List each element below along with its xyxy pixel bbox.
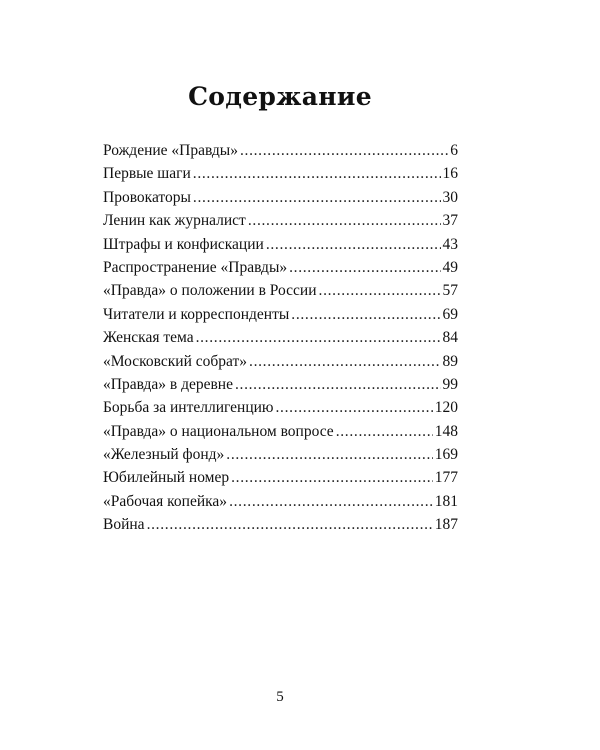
toc-entry xyxy=(103,396,458,419)
toc-entry xyxy=(103,420,458,443)
toc-entry-page: 89 xyxy=(442,352,458,370)
toc-entry-page: 169 xyxy=(434,446,458,464)
toc-dot-leader xyxy=(240,139,448,162)
toc-entry-title: Война xyxy=(103,516,145,534)
toc-entry-page: 43 xyxy=(442,235,458,253)
toc-entry xyxy=(103,350,458,373)
toc-entry-title: Женская тема xyxy=(103,329,194,347)
toc-entry-page: 57 xyxy=(442,282,458,300)
toc-dot-leader xyxy=(319,279,441,302)
table-of-contents xyxy=(103,139,458,537)
toc-entry-page: 69 xyxy=(442,305,458,323)
toc-entry xyxy=(103,139,458,162)
page-number: 5 xyxy=(276,689,284,705)
toc-entry xyxy=(103,256,458,279)
toc-entry-title: Распространение «Правды» xyxy=(103,258,288,276)
toc-dot-leader xyxy=(235,373,441,396)
toc-dot-leader xyxy=(248,209,441,232)
page-title: Содержание xyxy=(188,82,372,111)
toc-entry xyxy=(103,209,458,232)
toc-entry-page: 177 xyxy=(434,469,458,487)
toc-entry xyxy=(103,490,458,513)
toc-entry xyxy=(103,279,458,302)
toc-entry xyxy=(103,443,458,466)
toc-entry xyxy=(103,303,458,326)
toc-dot-leader xyxy=(266,233,441,256)
toc-entry-page: 84 xyxy=(442,329,458,347)
toc-entry-title: «Железный фонд» xyxy=(103,446,225,464)
toc-dot-leader xyxy=(249,350,440,373)
toc-entry-page: 6 xyxy=(450,142,458,159)
toc-entry xyxy=(103,513,458,536)
toc-entry-title: «Правда» в деревне xyxy=(103,375,233,393)
toc-entry-title: Провокаторы xyxy=(103,188,191,206)
toc-entry-title: Первые шаги xyxy=(103,165,191,183)
toc-entry xyxy=(103,162,458,185)
toc-entry-page: 37 xyxy=(442,212,458,230)
toc-entry-page: 187 xyxy=(434,516,458,534)
toc-entry-title: Борьба за интеллигенцию xyxy=(103,399,274,417)
toc-dot-leader xyxy=(226,443,432,466)
toc-entry-title: Юбилейный номер xyxy=(103,469,230,487)
toc-dot-leader xyxy=(193,162,441,185)
toc-entry xyxy=(103,466,458,489)
toc-entry-title: Рождение «Правды» xyxy=(103,142,238,159)
toc-dot-leader xyxy=(231,466,433,489)
toc-entry-title: Ленин как журналист xyxy=(103,212,246,230)
toc-dot-leader xyxy=(291,303,440,326)
toc-entry xyxy=(103,233,458,256)
toc-entry-page: 120 xyxy=(434,399,458,417)
toc-entry xyxy=(103,373,458,396)
toc-entry-page: 16 xyxy=(442,165,458,183)
toc-dot-leader xyxy=(336,420,433,443)
toc-dot-leader xyxy=(193,186,441,209)
toc-dot-leader xyxy=(276,396,433,419)
toc-entry-title: «Рабочая копейка» xyxy=(103,492,228,510)
toc-dot-leader xyxy=(289,256,440,279)
toc-entry-title: «Правда» о положении в России xyxy=(103,282,317,300)
toc-dot-leader xyxy=(229,490,433,513)
toc-dot-leader xyxy=(196,326,441,349)
toc-entry-page: 181 xyxy=(434,492,458,510)
toc-entry-title: «Московский собрат» xyxy=(103,352,248,370)
toc-entry-page: 148 xyxy=(434,422,458,440)
toc-entry-title: Штрафы и конфискации xyxy=(103,235,264,253)
toc-entry-title: «Правда» о национальном вопросе xyxy=(103,422,334,440)
toc-entry-title: Читатели и корреспонденты xyxy=(103,305,290,323)
toc-entry-page: 99 xyxy=(442,375,458,393)
toc-entry-page: 30 xyxy=(442,188,458,206)
toc-entry xyxy=(103,186,458,209)
toc-entry xyxy=(103,326,458,349)
toc-dot-leader xyxy=(147,513,433,536)
toc-entry-page: 49 xyxy=(442,258,458,276)
